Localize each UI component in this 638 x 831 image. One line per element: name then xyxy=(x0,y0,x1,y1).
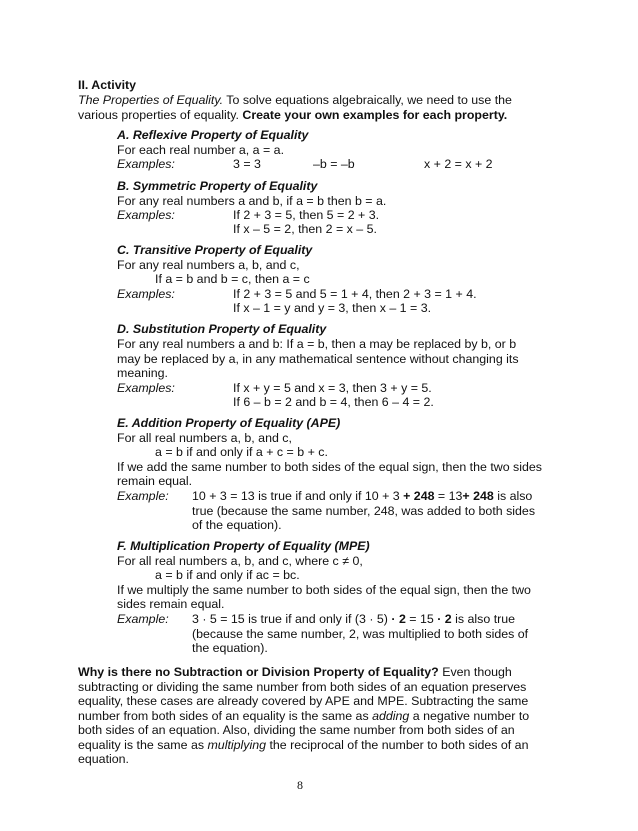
why-line-4 xyxy=(78,709,529,724)
property-a-title: A. Reflexive Property of Equality xyxy=(117,128,309,142)
property-f-rule: a = b if and only if ac = bc. xyxy=(155,568,300,582)
property-f-explanation-1: If we multiply the same number to both sides of the equal sign, then the two xyxy=(117,583,531,597)
property-f-title: F. Multiplication Property of Equality (MPE) xyxy=(117,539,370,553)
property-e-example-3: of the equation). xyxy=(192,518,282,532)
examples-label: Examples: xyxy=(117,381,175,395)
property-d-definition-2: may be replaced by a, in any mathematical sentence without changing its xyxy=(117,352,519,366)
intro-line-2 xyxy=(78,108,507,123)
property-a-example-1: 3 = 3 xyxy=(233,157,261,171)
why-line-7: equation. xyxy=(78,752,129,766)
property-c-rule: If a = b and b = c, then a = c xyxy=(155,272,310,286)
examples-label: Examples: xyxy=(117,208,175,222)
property-d-definition-3: meaning. xyxy=(117,366,168,380)
intro-instruction: Create your own examples for each property. xyxy=(242,108,508,122)
property-b-example-2: If x – 5 = 2, then 2 = x – 5. xyxy=(233,222,377,236)
property-a-definition: For each real number a, a = a. xyxy=(117,143,285,157)
property-e-example-2: true (because the same number, 248, was added to both sides xyxy=(192,504,536,518)
property-b-definition: For any real numbers a and b, if a = b then b = a. xyxy=(117,194,387,208)
property-e-explanation-2: remain equal. xyxy=(117,474,193,488)
property-d-example-1: If x + y = 5 and x = 3, then 3 + y = 5. xyxy=(233,381,432,395)
property-f-definition: For all real numbers a, b, and c, where c ≠ 0, xyxy=(117,554,363,568)
property-c-title: C. Transitive Property of Equality xyxy=(117,243,313,257)
why-text: equality is the same as xyxy=(78,738,208,752)
property-e-title: E. Addition Property of Equality (APE) xyxy=(117,416,341,430)
examples-label: Examples: xyxy=(117,157,175,171)
property-b-title: B. Symmetric Property of Equality xyxy=(117,179,318,193)
property-b-example-1: If 2 + 3 = 5, then 5 = 2 + 3. xyxy=(233,208,380,222)
example-text: 10 + 3 = 13 is true if and only if 10 + 3 xyxy=(192,489,404,503)
example-text: is also true xyxy=(451,612,516,626)
example-emphasis: · 2 xyxy=(437,612,452,626)
example-label: Example: xyxy=(117,489,169,503)
why-text: the reciprocal of the number to both sides of an xyxy=(266,738,529,752)
property-c-definition: For any real numbers a, b, and c, xyxy=(117,258,300,272)
property-f-example-3: the equation). xyxy=(192,641,268,655)
property-d-title: D. Substitution Property of Equality xyxy=(117,322,327,336)
property-a-example-3: x + 2 = x + 2 xyxy=(424,157,493,171)
property-f-example-2: (because the same number, 2, was multiplied to both sides of xyxy=(192,627,529,641)
why-text: Even though xyxy=(438,665,512,679)
intro-text: To solve equations algebraically, we need to use the xyxy=(223,93,512,107)
intro-line-1 xyxy=(78,93,512,108)
example-emphasis: + 248 xyxy=(462,489,494,503)
property-e-rule: a = b if and only if a + c = b + c. xyxy=(155,445,328,459)
example-emphasis: · 2 xyxy=(391,612,406,626)
property-e-explanation-1: If we add the same number to both sides of the equal sign, then the two sides xyxy=(117,460,542,474)
example-text: 3 · 5 = 15 is true if and only if (3 · 5) xyxy=(192,612,392,626)
property-e-example-1 xyxy=(192,489,532,504)
why-text: a negative number to xyxy=(409,709,530,723)
example-emphasis: + 248 xyxy=(403,489,435,503)
why-question: Why is there no Subtraction or Division Property of Equality? xyxy=(78,665,439,679)
property-c-example-1: If 2 + 3 = 5 and 5 = 1 + 4, then 2 + 3 = 1 + 4. xyxy=(233,287,477,301)
why-line-5: both sides of an equation. Also, dividing the same number from both sides of an xyxy=(78,723,515,737)
why-line-1 xyxy=(78,665,512,680)
property-d-example-2: If 6 – b = 2 and b = 4, then 6 – 4 = 2. xyxy=(233,395,434,409)
page-number: 8 xyxy=(297,778,303,792)
why-line-2: subtracting or dividing the same number from both sides of an equation preserves xyxy=(78,680,527,694)
intro-text: various properties of equality. xyxy=(78,108,243,122)
why-line-3: equality, these cases are already covered by APE and MPE. Subtracting the same xyxy=(78,694,529,708)
why-line-6 xyxy=(78,738,528,753)
section-heading: II. Activity xyxy=(78,78,137,92)
why-emphasis: multiplying xyxy=(207,738,267,752)
property-f-explanation-2: sides remain equal. xyxy=(117,597,225,611)
why-emphasis: adding xyxy=(372,709,410,723)
property-e-definition: For all real numbers a, b, and c, xyxy=(117,431,292,445)
examples-label: Examples: xyxy=(117,287,175,301)
example-text: = 15 xyxy=(405,612,438,626)
example-label: Example: xyxy=(117,612,169,626)
example-text: = 13 xyxy=(434,489,463,503)
intro-lead: The Properties of Equality. xyxy=(78,93,224,107)
example-text: is also xyxy=(493,489,533,503)
property-a-example-2: –b = –b xyxy=(313,157,355,171)
property-c-example-2: If x – 1 = y and y = 3, then x – 1 = 3. xyxy=(233,301,432,315)
property-f-example-1 xyxy=(192,612,515,627)
property-d-definition-1: For any real numbers a and b: If a = b, then a may be replaced by b, or b xyxy=(117,337,517,351)
why-text: number from both sides of an equality is the same as xyxy=(78,709,373,723)
